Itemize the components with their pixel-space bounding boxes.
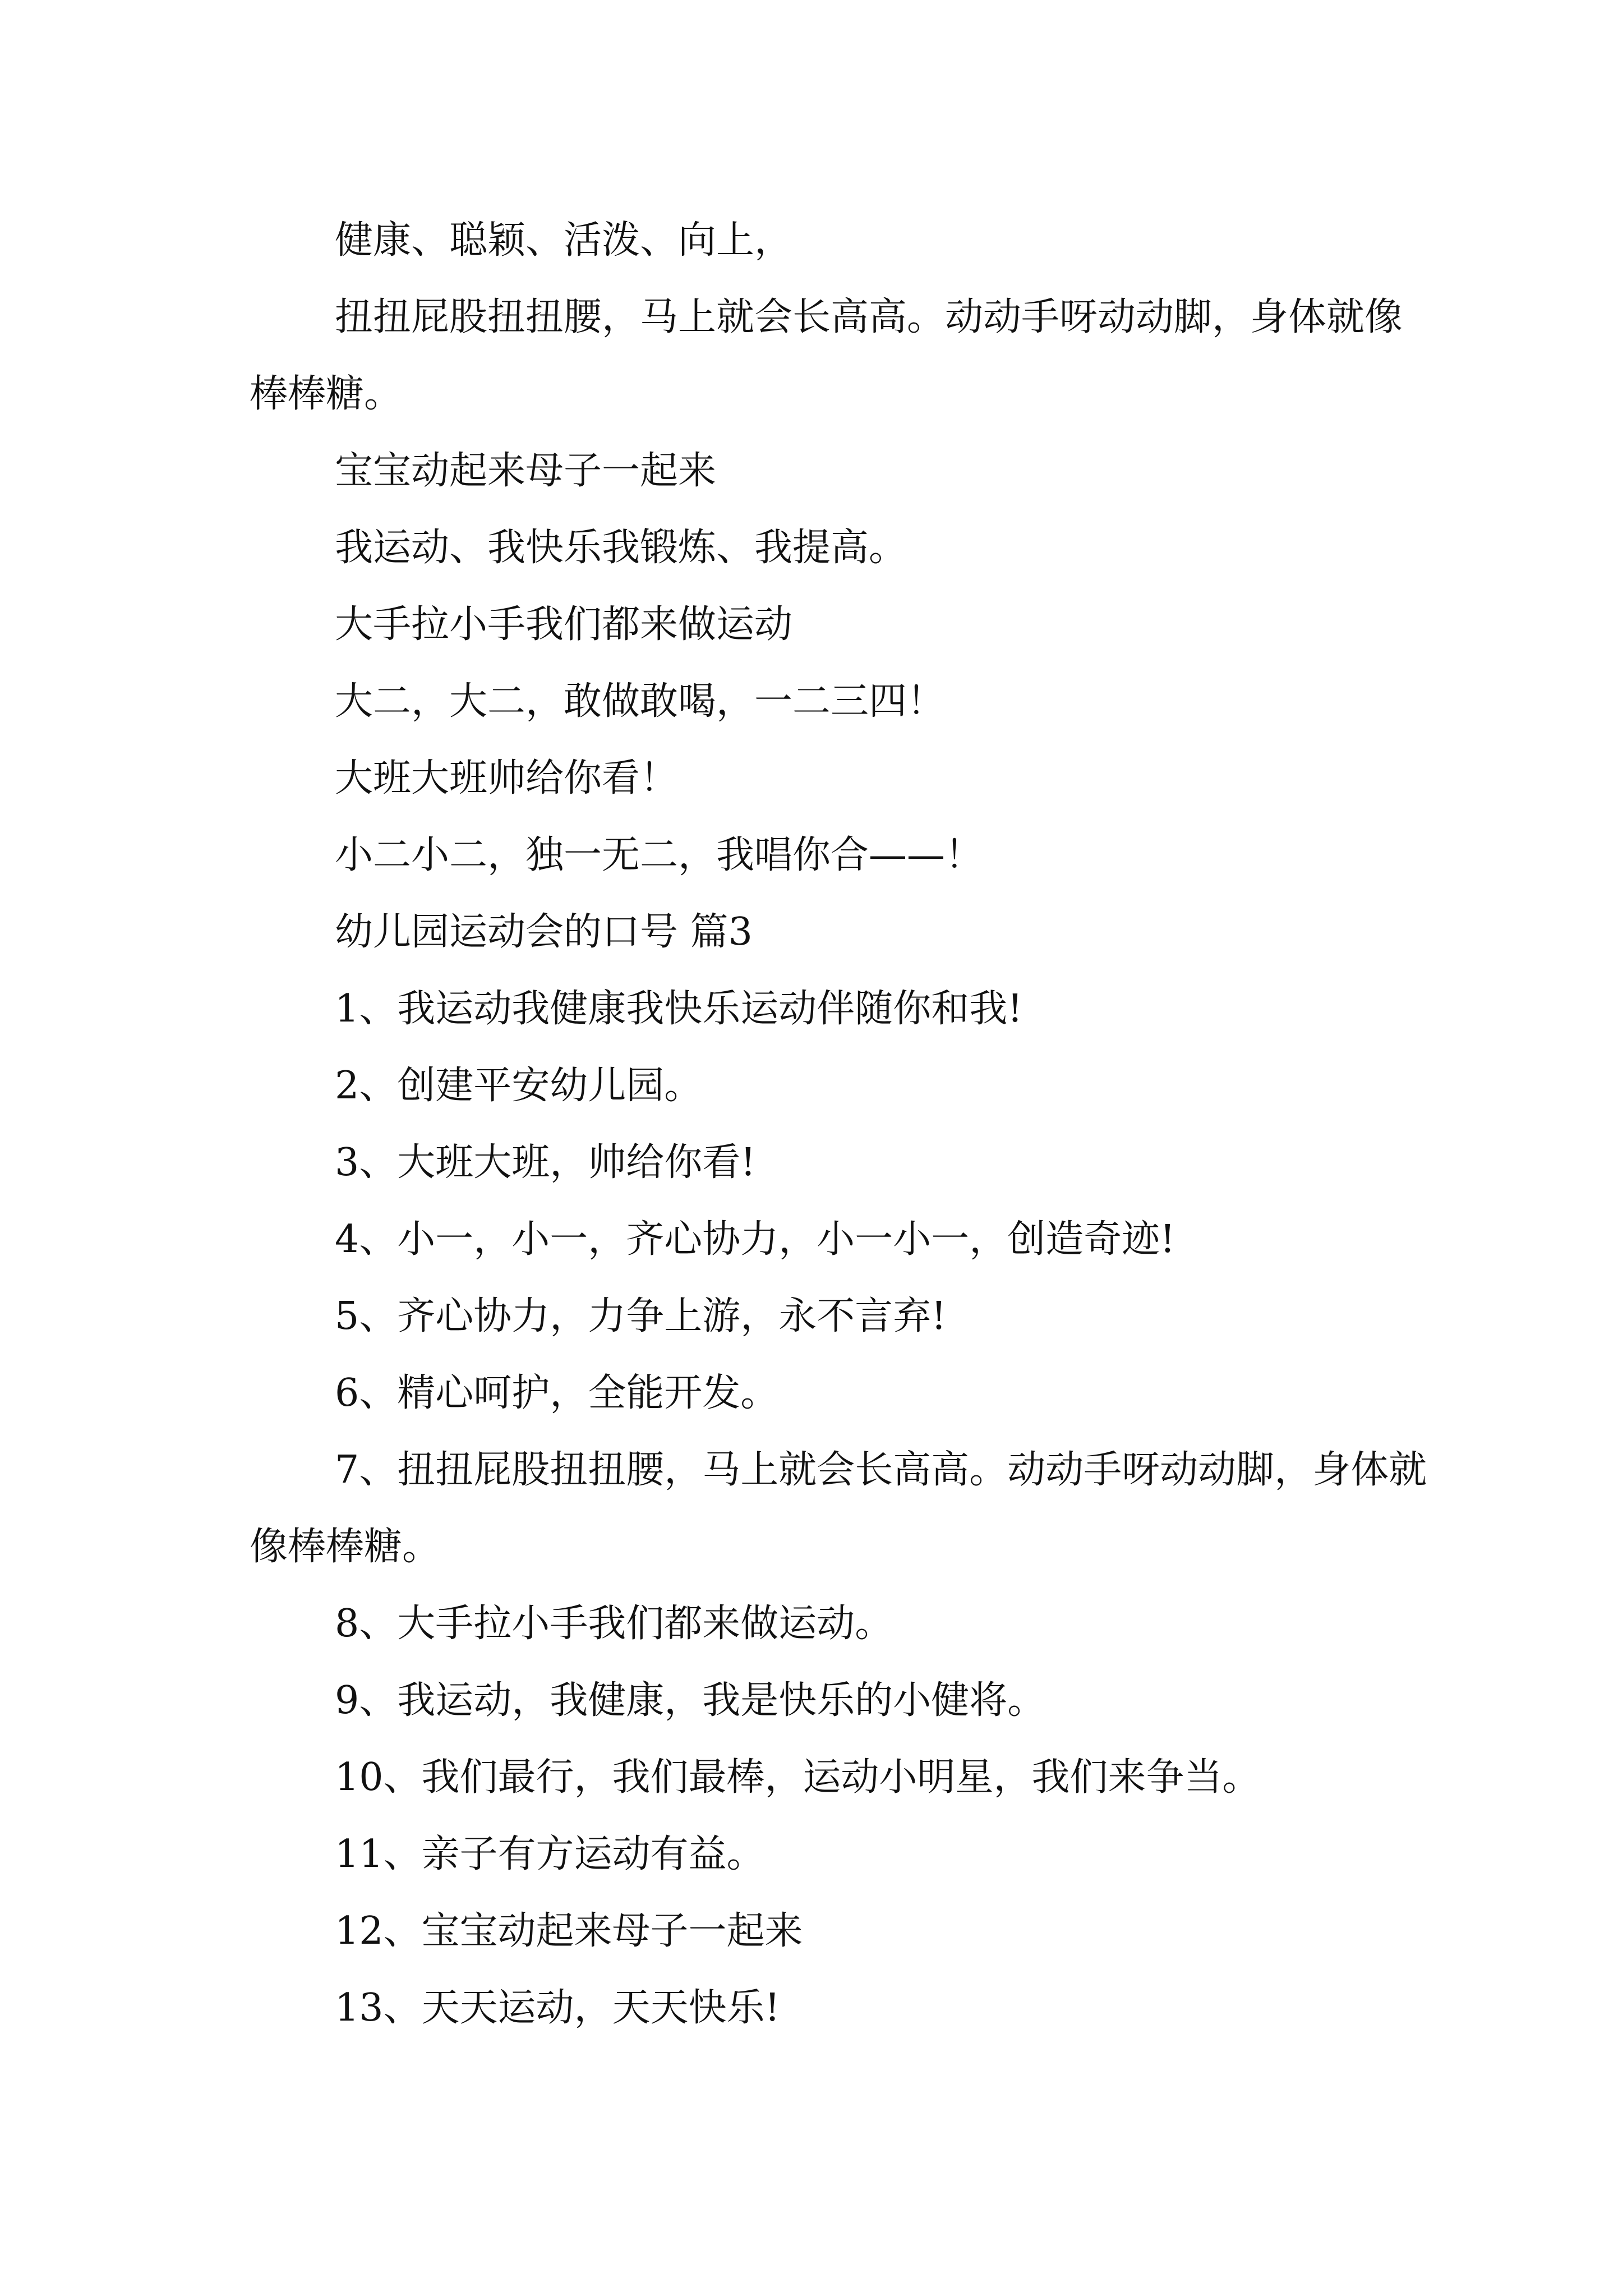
list-item: 8、大手拉小手我们都来做运动。	[335, 1602, 893, 1646]
paragraph: 大手拉小手我们都来做运动	[335, 602, 793, 647]
list-item: 12、宝宝动起来母子一起来	[335, 1909, 803, 1953]
paragraph: 宝宝动起来母子一起来	[335, 449, 717, 493]
list-item: 3、大班大班，帅给你看!	[335, 1140, 756, 1185]
paragraph: 健康、聪颖、活泼、向上，	[335, 218, 793, 263]
list-item: 11、亲子有方运动有益。	[335, 1832, 765, 1876]
list-item: 9、我运动，我健康，我是快乐的小健将。	[335, 1678, 1046, 1723]
paragraph: 小二小二，独一无二，我唱你合——！	[335, 833, 984, 877]
paragraph: 大班大班帅给你看！	[335, 756, 679, 800]
list-item: 7、扭扭屁股扭扭腰，马上就会长高高。动动手呀动动脚，身体就像棒棒糖。	[250, 1448, 1427, 1569]
list-item: 10、我们最行，我们最棒，运动小明星，我们来争当。	[335, 1755, 1261, 1800]
paragraph: 扭扭屁股扭扭腰，马上就会长高高。动动手呀动动脚，身体就像棒棒糖。	[250, 295, 1403, 416]
paragraph: 大二，大二，敢做敢喝，一二三四！	[335, 679, 946, 724]
document-body	[250, 202, 1427, 2046]
section-heading: 幼儿园运动会的口号 篇3	[335, 910, 753, 954]
list-item: 4、小一，小一，齐心协力，小一小一，创造奇迹!	[335, 1217, 1175, 1262]
list-item: 5、齐心协力，力争上游，永不言弃!	[335, 1294, 947, 1338]
list-item: 13、天天运动，天天快乐!	[335, 1986, 780, 2030]
list-item: 1、我运动我健康我快乐运动伴随你和我!	[335, 987, 1023, 1031]
paragraph: 我运动、我快乐我锻炼、我提高。	[335, 526, 907, 570]
list-item: 2、创建平安幼儿园。	[335, 1064, 703, 1108]
list-item: 6、精心呵护，全能开发。	[335, 1371, 779, 1415]
